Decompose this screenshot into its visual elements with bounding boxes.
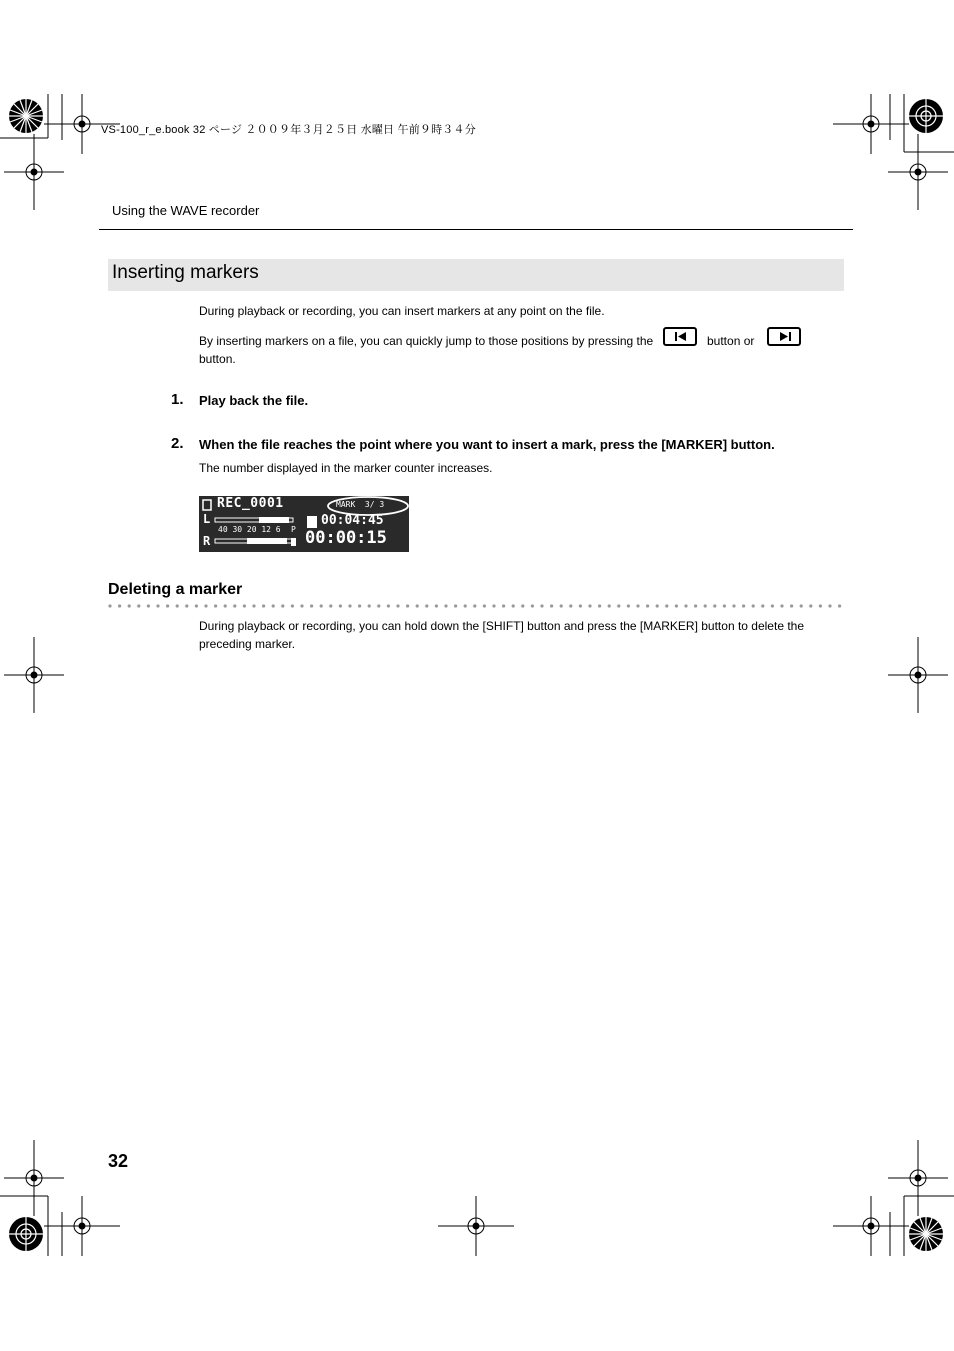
dot [329, 604, 332, 607]
dot [166, 604, 169, 607]
lcd-channel-l: L [203, 512, 211, 526]
dot [512, 604, 515, 607]
dot [300, 604, 303, 607]
step-1-text: Play back the file. [199, 393, 309, 408]
dot [809, 604, 812, 607]
dot [732, 604, 735, 607]
dot [569, 604, 572, 607]
dot [531, 604, 534, 607]
dot [425, 604, 428, 607]
lcd-marker-counter: MARK 3/ 3 [336, 500, 385, 509]
dot [396, 604, 399, 607]
dotted-rule [108, 603, 846, 609]
running-head: Using the WAVE recorder [112, 203, 260, 218]
dot [348, 604, 351, 607]
prev-button-graphic [663, 327, 697, 346]
lcd-channel-r: R [203, 534, 211, 548]
dot [185, 604, 188, 607]
dot [713, 604, 716, 607]
dot [636, 604, 639, 607]
dot [483, 604, 486, 607]
step-1-number: 1. [171, 391, 184, 408]
dot [108, 604, 111, 607]
intro-paragraph: During playback or recording, you can insert markers at any point on the file. [199, 304, 605, 318]
dot [790, 604, 793, 607]
dot [252, 604, 255, 607]
dot [195, 604, 198, 607]
dot [368, 604, 371, 607]
delete-paragraph-line-2: preceding marker. [199, 637, 296, 651]
dot [444, 604, 447, 607]
dot [627, 604, 630, 607]
step-2-detail: The number displayed in the marker counter increases. [199, 461, 493, 475]
dot [214, 604, 217, 607]
dot [128, 604, 131, 607]
dot [492, 604, 495, 607]
dot [780, 604, 783, 607]
dot [800, 604, 803, 607]
dot [704, 604, 707, 607]
dot [224, 604, 227, 607]
dot [723, 604, 726, 607]
dot [502, 604, 505, 607]
lcd-file-name: REC_0001 [217, 496, 284, 511]
dot [233, 604, 236, 607]
lcd-peak: P [291, 525, 296, 534]
jump-paragraph-line-1: By inserting markers on a file, you can quickly jump to those positions by pressing the [199, 334, 654, 348]
dot [608, 604, 611, 607]
dot [454, 604, 457, 607]
lcd-display [199, 496, 409, 552]
print-header: VS-100_r_e.book 32 ページ ２００９年３月２５日 水曜日 午前９時３４分 [101, 124, 476, 136]
page-number: 32 [108, 1151, 129, 1171]
dot [156, 604, 159, 607]
dot [579, 604, 582, 607]
dot [416, 604, 419, 607]
dot [761, 604, 764, 607]
dot [550, 604, 553, 607]
dot [819, 604, 822, 607]
dot [118, 604, 121, 607]
step-2-number: 2. [171, 435, 184, 452]
jump-between-text: button or [707, 334, 755, 348]
dot [243, 604, 246, 607]
dot [406, 604, 409, 607]
dot [742, 604, 745, 607]
dot [473, 604, 476, 607]
jump-paragraph-line-2: button. [199, 352, 236, 366]
step-2-text: When the file reaches the point where you want to insert a mark, press the [MARKER] button. [199, 437, 775, 452]
dot [560, 604, 563, 607]
dot [771, 604, 774, 607]
dot [598, 604, 601, 607]
dot [137, 604, 140, 607]
dot [646, 604, 649, 607]
dot [588, 604, 591, 607]
dot [617, 604, 620, 607]
lcd-time-top: 00:04:45 [321, 513, 384, 528]
dot [828, 604, 831, 607]
delete-paragraph-line-1: During playback or recording, you can hold down the [SHIFT] button and press the [MARKER] button to delete the [199, 619, 805, 633]
header-rule [99, 229, 853, 230]
dot [262, 604, 265, 607]
dot [320, 604, 323, 607]
lcd-scale: 40 30 20 12 6 [218, 525, 281, 534]
next-button-graphic [767, 327, 801, 346]
dot [204, 604, 207, 607]
dot [656, 604, 659, 607]
dot [377, 604, 380, 607]
section-title: Inserting markers [112, 262, 259, 283]
dot [684, 604, 687, 607]
dot [147, 604, 150, 607]
dot [838, 604, 841, 607]
dot [665, 604, 668, 607]
dot [176, 604, 179, 607]
dot [540, 604, 543, 607]
dot [339, 604, 342, 607]
prev-track-icon [675, 332, 687, 341]
dot [752, 604, 755, 607]
dot [435, 604, 438, 607]
dot [521, 604, 524, 607]
dot [464, 604, 467, 607]
next-track-icon [779, 332, 791, 341]
dot [281, 604, 284, 607]
dot [291, 604, 294, 607]
dot [310, 604, 313, 607]
dot [694, 604, 697, 607]
lcd-time-bottom: 00:00:15 [305, 528, 387, 548]
dot [358, 604, 361, 607]
dot [387, 604, 390, 607]
dot [272, 604, 275, 607]
dot [675, 604, 678, 607]
subsection-title: Deleting a marker [108, 581, 243, 598]
